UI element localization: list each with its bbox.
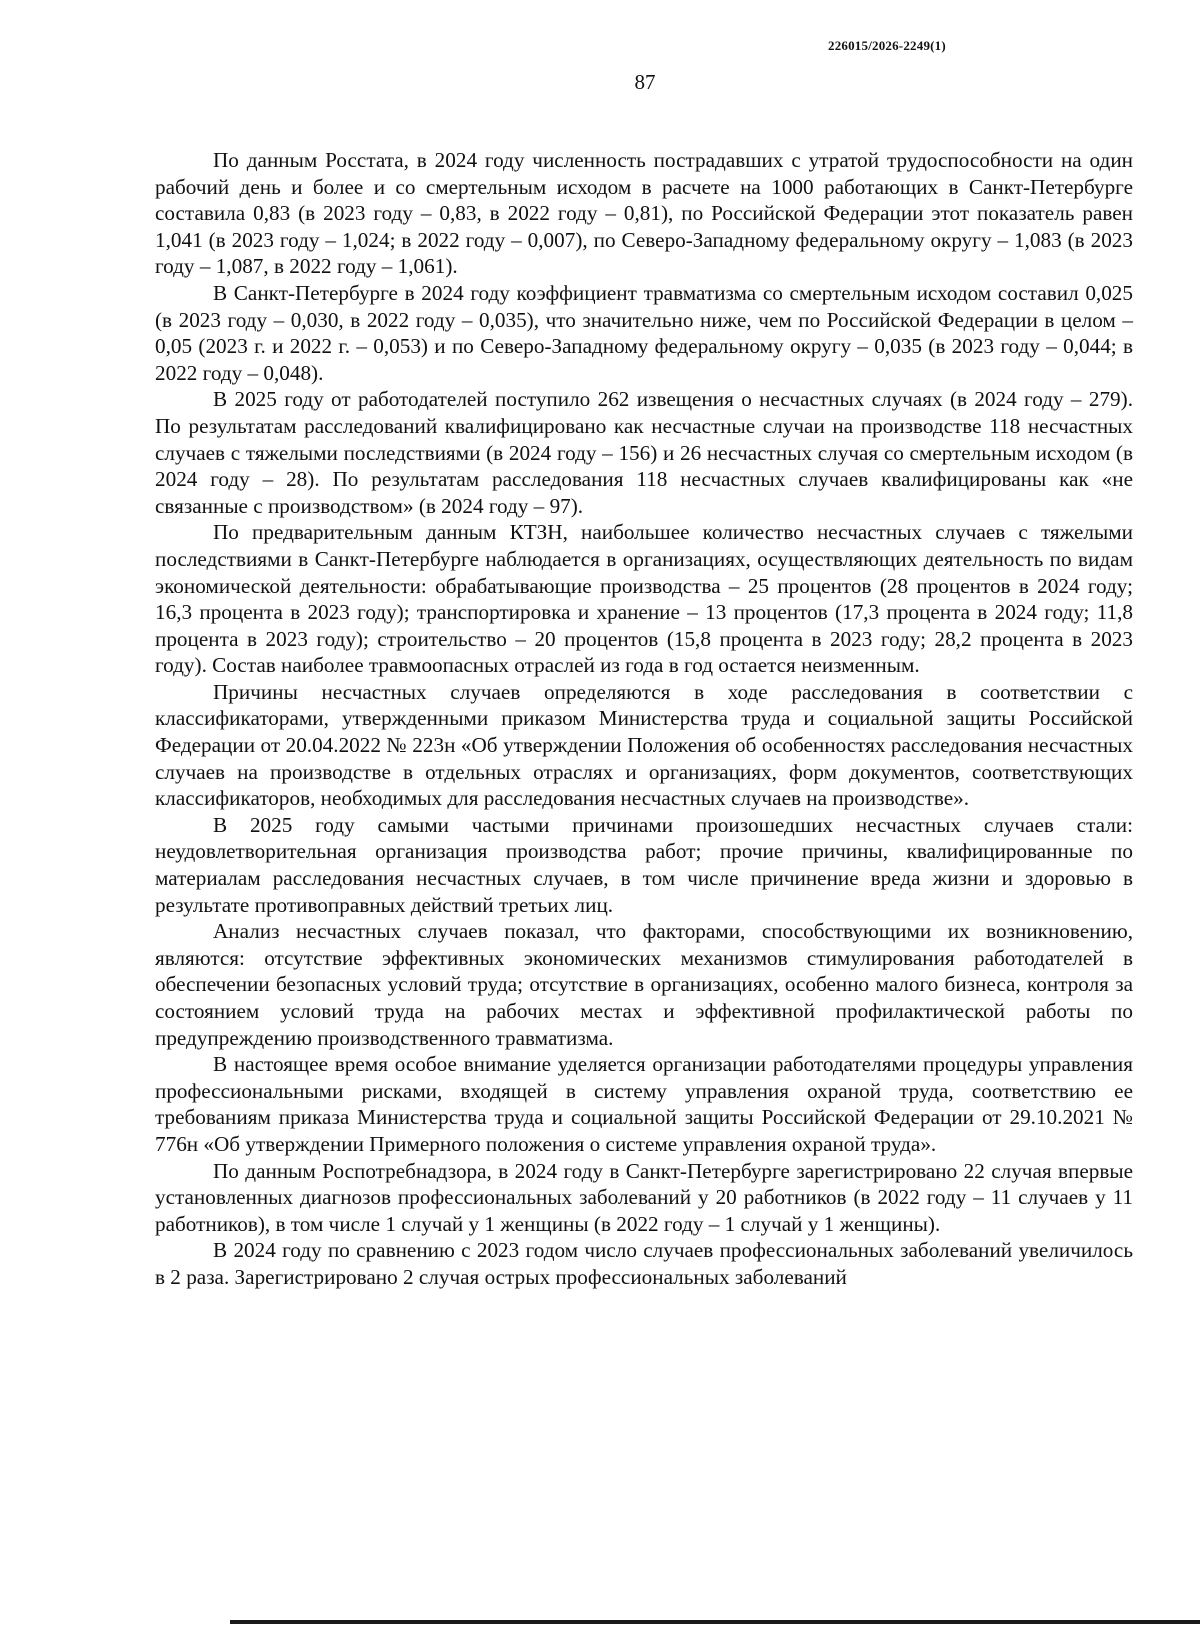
paragraph-industries: По предварительным данным КТЗН, наибольшее количество несчастных случаев с тяжелыми последствиями в Санкт-Петербурге наблюдается в организациях, осуществляющих деятельность по видам экономической деятельности: обрабатывающие производства – 25 процентов (28 процентов в 2024 году; 16,3 процента в 2023 году); транспортировка и хранение – 13 процентов (17,3 процента в 2024 году; 11,8 процента в 2023 году); строительство – 20 процентов (15,8 процента в 2023 году; 28,2 процента в 2023 году). Состав наиболее травмоопасных отраслей из года в год остается неизменным.: [155, 520, 1133, 678]
document-registration-number: 226015/2026-2249(1): [828, 38, 946, 53]
paragraph-contributing-factors: Анализ несчастных случаев показал, что факторами, способствующими их возникновению, являются: отсутствие эффективных экономических механизмов стимулирования работодателей в обеспечении безопасных условий труда; отсутствие в организациях, особенно малого бизнеса, контроля за состоянием условий труда на рабочих местах и эффективной профилактической работы по предупреждению производственного травматизма.: [155, 919, 1133, 1050]
paragraph-occupational-diseases: По данным Роспотребнадзора, в 2024 году в Санкт-Петербурге зарегистрировано 22 случая впервые установленных диагнозов профессиональных заболеваний у 20 работников (в 2022 году – 11 случаев у 11 работников), в том числе 1 случай у 1 женщины (в 2022 году – 1 случай у 1 женщины).: [155, 1158, 1133, 1236]
paragraph-disease-increase: В 2024 году по сравнению с 2023 годом число случаев профессиональных заболеваний увеличилось в 2 раза. Зарегистрировано 2 случая острых профессиональных заболеваний: [155, 1238, 1133, 1289]
paragraph-fatal-injury-coefficient: В Санкт-Петербурге в 2024 году коэффициент травматизма со смертельным исходом составил 0,025 (в 2023 году – 0,030, в 2022 году – 0,035), что значительно ниже, чем по Российской Федерации в целом – 0,05 (2023 г. и 2022 г. – 0,053) и по Северо-Западному федеральному округу – 0,035 (в 2023 году – 0,044; в 2022 году – 0,048).: [155, 280, 1133, 385]
paragraph-accident-causes-classification: Причины несчастных случаев определяются в ходе расследования в соответствии с классификаторами, утвержденными приказом Министерства труда и социальной защиты Российской Федерации от 20.04.2022 № 223н «Об утверждении Положения об особенностях расследования несчастных случаев на производстве в отдельных отраслях и организациях, форм документов, соответствующих классификаторов, необходимых для расследования несчастных случаев на производстве».: [155, 679, 1133, 811]
paragraph-injury-rate: По данным Росстата, в 2024 году численность пострадавших с утратой трудоспособности на один рабочий день и более и со смертельным исходом в расчете на 1000 работающих в Санкт-Петербурге составила 0,83 (в 2023 году – 0,83, в 2022 году – 0,81), по Российской Федерации этот показатель равен 1,041 (в 2023 году – 1,024; в 2022 году – 0,007), по Северо-Западному федеральному округу – 1,083 (в 2023 году – 1,087, в 2022 году – 1,061).: [155, 148, 1133, 279]
document-body: [155, 147, 1133, 1291]
page-number: 87: [634, 70, 656, 94]
paragraph-risk-management: В настоящее время особое внимание уделяется организации работодателями процедуры управления профессиональными рисками, входящей в систему управления охраной труда, соответствию ее требованиям приказа Министерства труда и социальной защиты Российской Федерации от 29.10.2021 № 776н «Об утверждении Примерного положения о системе управления охраной труда».: [155, 1052, 1133, 1156]
scan-bottom-edge: [230, 1620, 1200, 1624]
paragraph-common-causes: В 2025 году самыми частыми причинами произошедших несчастных случаев стали: неудовлетворительная организация производства работ; прочие причины, квалифицированные по материалам расследования несчастных случаев, в том числе причинение вреда жизни и здоровью в результате противоправных действий третьих лиц.: [155, 812, 1133, 917]
paragraph-accident-notices: В 2025 году от работодателей поступило 262 извещения о несчастных случаях (в 2024 году – 279). По результатам расследований квалифицировано как несчастные случаи на производстве 118 несчастных случаев с тяжелыми последствиями (в 2024 году – 156) и 26 несчастных случая со смертельным исходом (в 2024 году – 28). По результатам расследования 118 несчастных случаев квалифицированы как «не связанные с производством» (в 2024 году – 97).: [155, 387, 1133, 518]
